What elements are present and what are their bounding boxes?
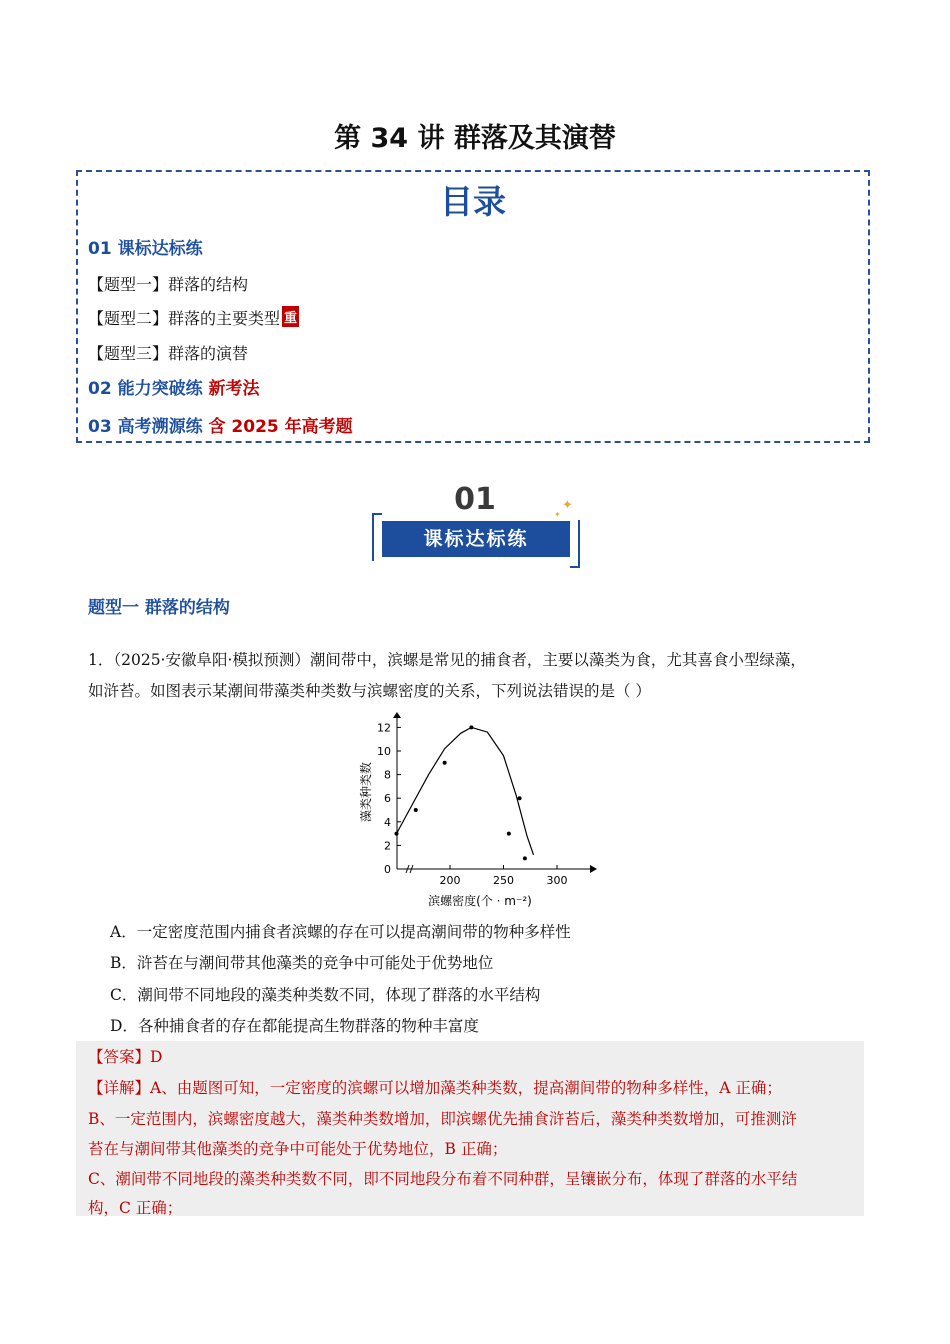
data-point <box>414 808 418 812</box>
banner-bracket-left <box>372 513 382 561</box>
toc-item-1[interactable]: 【题型一】群落的结构 <box>88 275 249 294</box>
data-point <box>443 761 447 765</box>
answer-box <box>76 1041 864 1216</box>
x-tick-label: 200 <box>439 874 461 887</box>
toc-section-2[interactable] <box>88 374 260 399</box>
banner-bracket-right <box>570 520 580 568</box>
toc-item-3[interactable]: 【题型三】群落的演替 <box>88 344 249 363</box>
question-stem <box>88 645 864 707</box>
toc-heading: 目录 <box>440 182 506 221</box>
x-axis-arrow <box>590 865 597 873</box>
banner-label: 课标达标练 <box>382 521 570 557</box>
explanation-line-5: 构，C 正确； <box>88 1199 183 1217</box>
toc-section-3-tag: 含 2025 年高考题 <box>208 417 353 437</box>
x-axis-label: 滨螺密度(个 · m⁻²) <box>428 894 532 908</box>
question-line-2: 如浒苔。如图表示某潮间带藻类种类数与滨螺密度的关系，下列说法错误的是（ ） <box>88 682 651 700</box>
sparkle-small-icon: ✦ <box>554 510 561 519</box>
y-tick-label: 6 <box>384 792 391 806</box>
explanation-line-2: B、一定范围内，滨螺密度越大，藻类种类数增加，即滨螺优先捕食浒苔后，藻类种类数增加，可推测浒 <box>88 1110 797 1128</box>
section-banner <box>370 480 580 565</box>
y-tick-label: 12 <box>377 721 391 735</box>
data-point <box>507 832 511 836</box>
fit-curve <box>397 727 534 854</box>
toc-section-3[interactable] <box>88 412 353 437</box>
toc-section-2-label: 02 能力突破练 <box>88 379 203 399</box>
key-point-badge: 重 <box>282 306 299 327</box>
y-tick-label: 4 <box>384 815 391 829</box>
toc-item-2-label: 【题型二】群落的主要类型 <box>88 309 281 328</box>
banner-number: 01 <box>454 482 496 517</box>
option-d[interactable]: D．各种捕食者的存在都能提高生物群落的物种丰富度 <box>110 1017 479 1035</box>
y-axis-arrow <box>393 712 401 718</box>
sparkle-icon: ✦ <box>562 498 573 513</box>
table-of-contents <box>76 170 870 443</box>
toc-item-2[interactable] <box>88 306 299 329</box>
page-title: 第 34 讲 群落及其演替 <box>334 123 616 154</box>
option-a[interactable]: A．一定密度范围内捕食者滨螺的存在可以提高潮间带的物种多样性 <box>110 923 571 941</box>
y-axis-label: 藻类种类数 <box>359 761 373 823</box>
section-title: 题型一 群落的结构 <box>88 598 230 618</box>
x-tick-label: 250 <box>493 874 514 887</box>
toc-section-2-tag: 新考法 <box>208 379 260 399</box>
answer-line: 【答案】D <box>88 1048 163 1066</box>
option-c[interactable]: C．潮间带不同地段的藻类种类数不同，体现了群落的水平结构 <box>110 986 541 1004</box>
y-tick-label: 0 <box>384 863 391 876</box>
y-tick-label: 8 <box>384 768 391 782</box>
data-point <box>469 725 473 729</box>
toc-section-3-label: 03 高考溯源练 <box>88 417 203 437</box>
x-tick-label: 300 <box>546 874 568 887</box>
data-point <box>518 796 522 800</box>
option-b[interactable]: B．浒苔在与潮间带其他藻类的竞争中可能处于优势地位 <box>110 954 494 972</box>
toc-section-1[interactable]: 01 课标达标练 <box>88 239 203 259</box>
y-tick-label: 2 <box>384 839 391 853</box>
explanation-line-3: 苔在与潮间带其他藻类的竞争中可能处于优势地位，B 正确； <box>88 1140 508 1158</box>
data-point <box>523 856 527 860</box>
y-tick-label: 10 <box>377 745 391 758</box>
scatter-chart <box>340 712 610 912</box>
explanation-line-4: C、潮间带不同地段的藻类种类数不同，即不同地段分布着不同种群，呈镶嵌分布，体现了群落的水平结 <box>88 1170 798 1188</box>
explanation-line-1: 【详解】A、由题图可知，一定密度的滨螺可以增加藻类种类数，提高潮间带的物种多样性，A 正确； <box>88 1079 782 1097</box>
question-line-1: 1．（2025·安徽阜阳·模拟预测）潮间带中，滨螺是常见的捕食者，主要以藻类为食，尤其喜食小型绿藻， <box>88 651 806 669</box>
data-point <box>395 832 399 836</box>
